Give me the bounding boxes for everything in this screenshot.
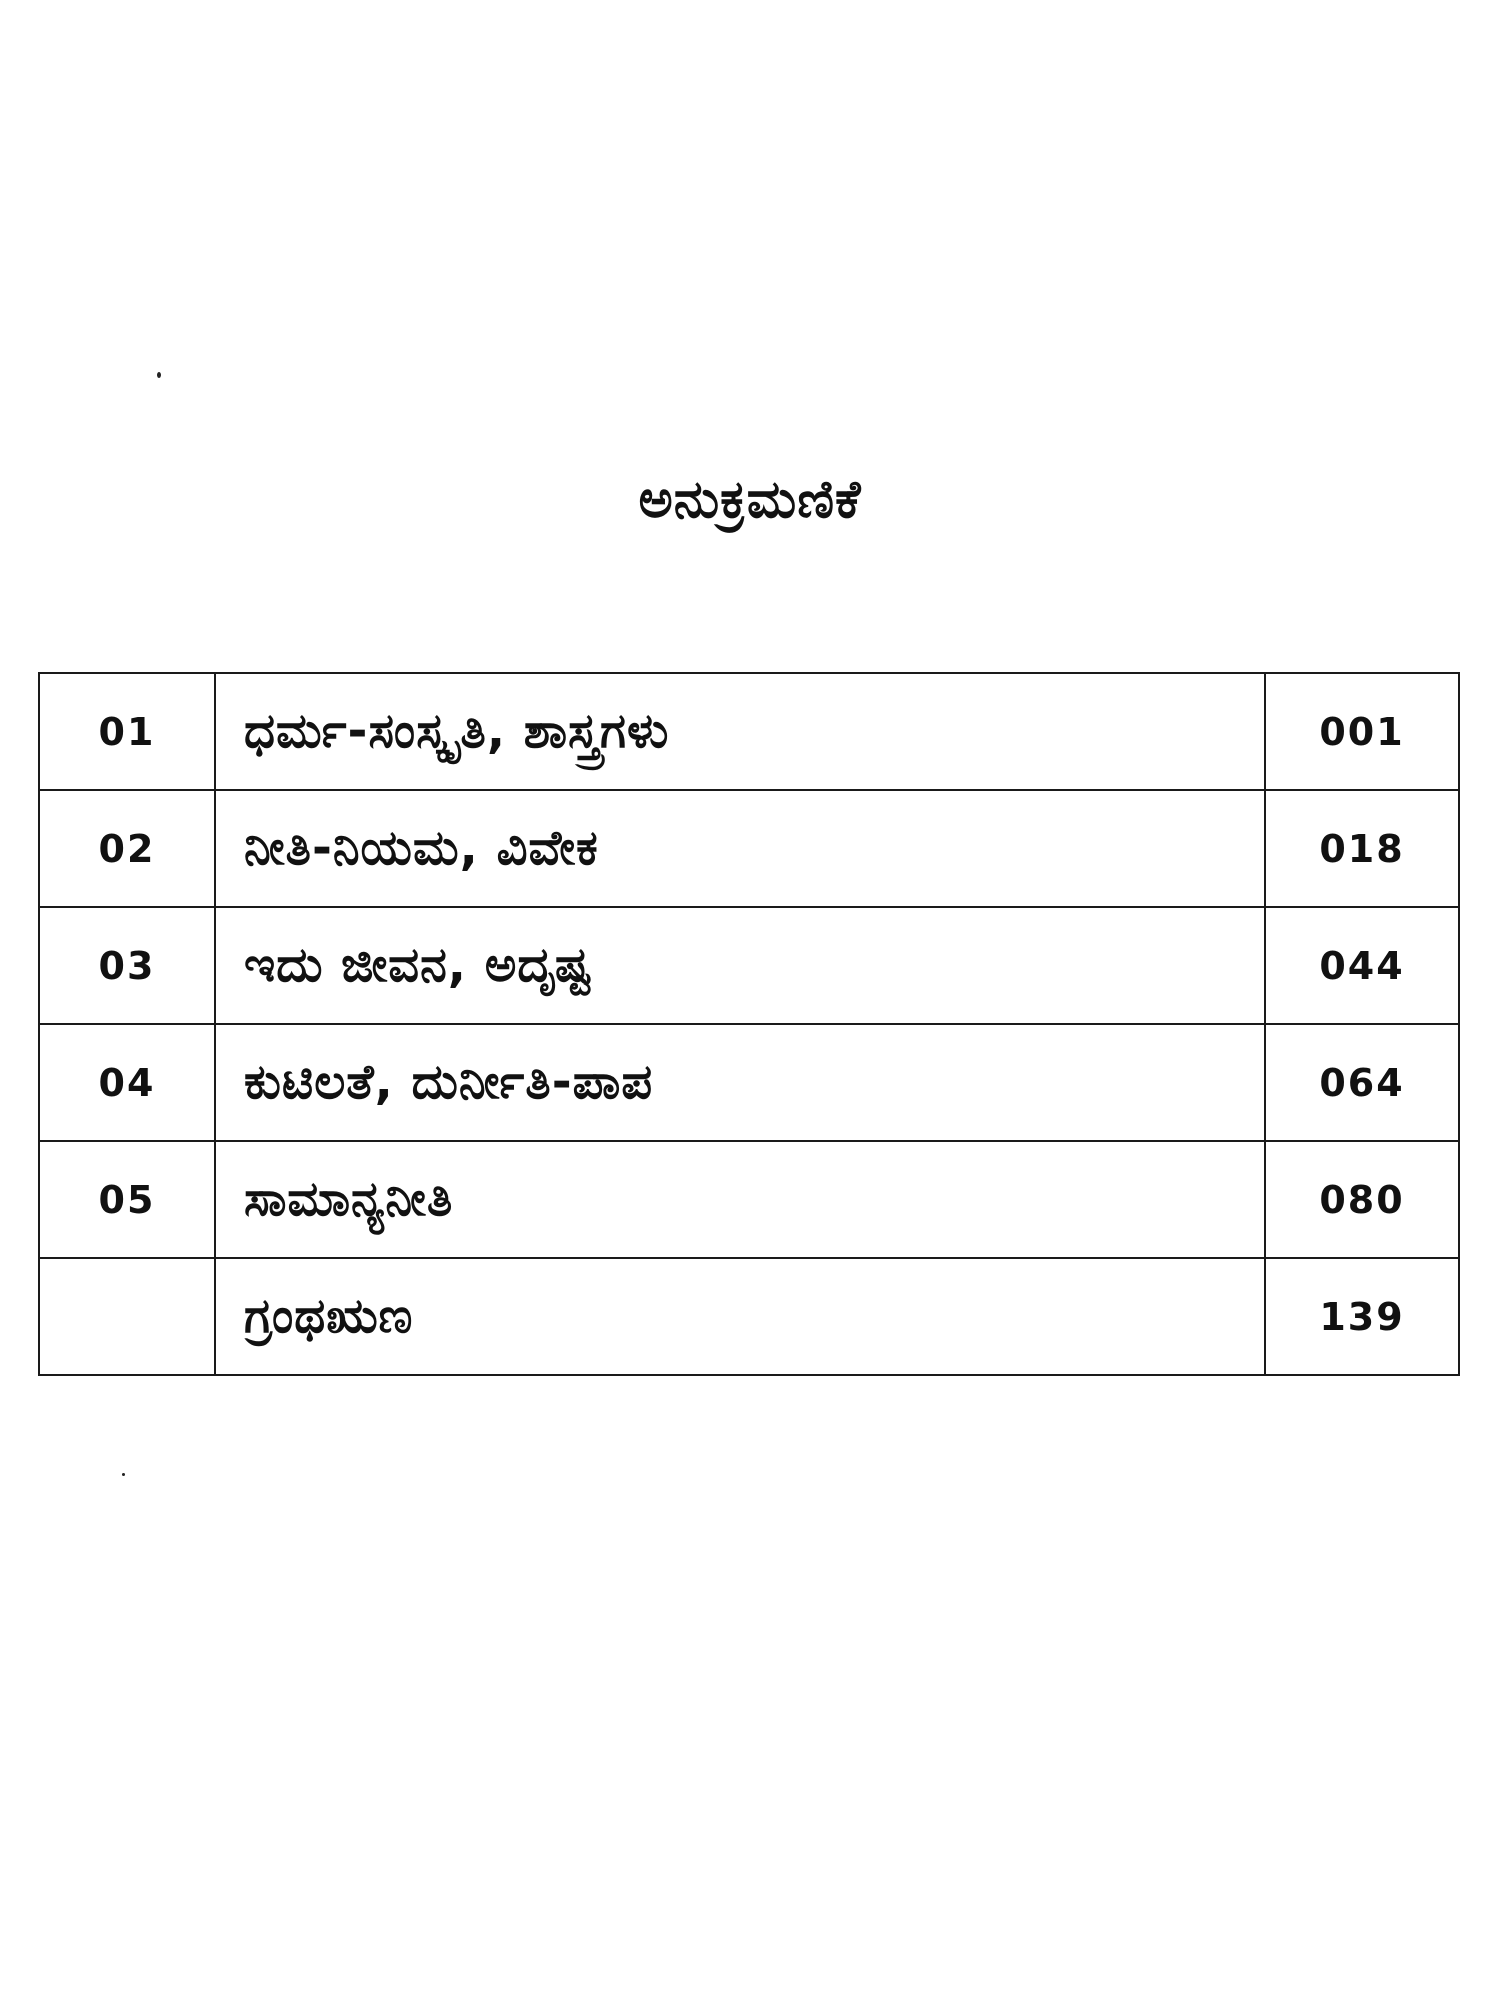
page-number: 018	[1265, 790, 1459, 907]
chapter-title: ಸಾಮಾನ್ಯನೀತಿ	[215, 1141, 1265, 1258]
chapter-number: 01	[39, 673, 215, 790]
chapter-number: 04	[39, 1024, 215, 1141]
page-title: ಅನುಕ್ರಮಣಿಕೆ	[638, 470, 862, 530]
page-number: 139	[1265, 1258, 1459, 1375]
scan-speck	[157, 372, 161, 378]
chapter-number: 03	[39, 907, 215, 1024]
page-number: 044	[1265, 907, 1459, 1024]
chapter-number: 02	[39, 790, 215, 907]
contents-table	[38, 672, 1460, 1376]
table-row	[39, 1141, 1459, 1258]
chapter-number: 05	[39, 1141, 215, 1258]
scan-speck	[122, 1473, 125, 1476]
chapter-title: ನೀತಿ-ನಿಯಮ, ವಿವೇಕ	[215, 790, 1265, 907]
table-row	[39, 1024, 1459, 1141]
table-row	[39, 1258, 1459, 1375]
chapter-title: ಗ್ರಂಥಋಣ	[215, 1258, 1265, 1375]
chapter-title: ಧರ್ಮ-ಸಂಸ್ಕೃತಿ, ಶಾಸ್ತ್ರಗಳು	[215, 673, 1265, 790]
table-row	[39, 790, 1459, 907]
chapter-number	[39, 1258, 215, 1375]
chapter-title: ಇದು ಜೀವನ, ಅದೃಷ್ಟ	[215, 907, 1265, 1024]
page-number: 064	[1265, 1024, 1459, 1141]
chapter-title: ಕುಟಿಲತೆ, ದುರ್ನೀತಿ-ಪಾಪ	[215, 1024, 1265, 1141]
table-row	[39, 673, 1459, 790]
page-number: 080	[1265, 1141, 1459, 1258]
page-number: 001	[1265, 673, 1459, 790]
table-row	[39, 907, 1459, 1024]
